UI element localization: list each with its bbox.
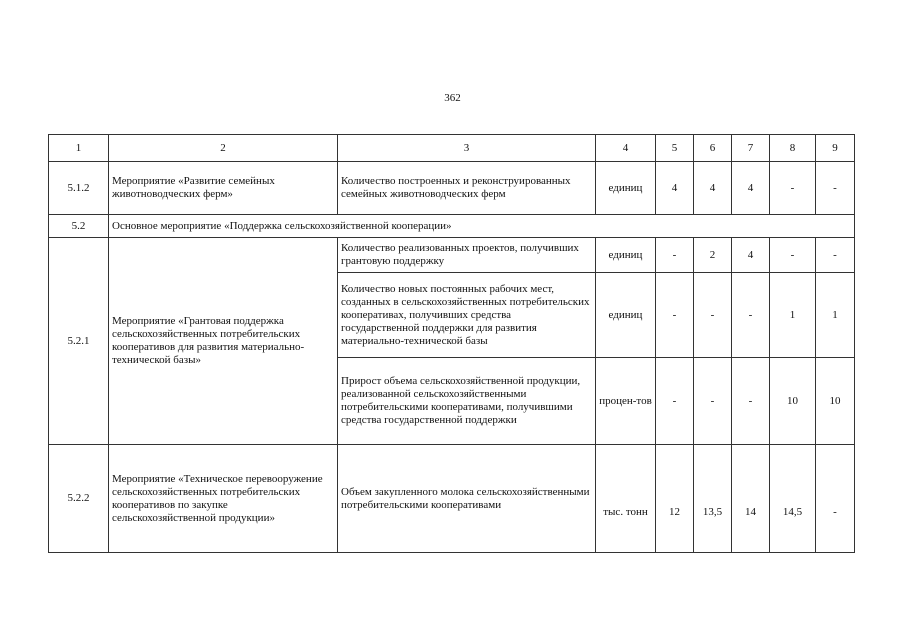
row-value-7: 14 <box>732 445 770 553</box>
row-value-6: - <box>694 273 732 358</box>
row-value-5: - <box>656 238 694 273</box>
row-code: 5.2.1 <box>49 238 109 445</box>
row-indicator: Количество новых постоянных рабочих мест, созданных в сельскохозяйственных потребительских кооперативах, получивших средства государственной поддержки для развития материально-технической базы <box>338 273 596 358</box>
row-value-6: 2 <box>694 238 732 273</box>
row-unit: процен-тов <box>596 358 656 445</box>
row-value-8: 10 <box>770 358 816 445</box>
indicators-table <box>48 134 855 553</box>
table-row <box>49 445 855 553</box>
row-value-7: - <box>732 273 770 358</box>
row-unit: тыс. тонн <box>596 445 656 553</box>
header-cell-3: 3 <box>338 135 596 162</box>
row-indicator: Объем закупленного молока сельскохозяйственными потребительскими кооперативами <box>338 445 596 553</box>
table-row <box>49 162 855 215</box>
row-measure: Мероприятие «Развитие семейных животноводческих ферм» <box>109 162 338 215</box>
row-value-5: - <box>656 358 694 445</box>
row-measure: Мероприятие «Грантовая поддержка сельскохозяйственных потребительских кооперативов для развития материально-технической базы» <box>109 238 338 445</box>
row-unit: единиц <box>596 273 656 358</box>
row-value-7: - <box>732 358 770 445</box>
row-value-5: - <box>656 273 694 358</box>
row-value-9: 1 <box>816 273 855 358</box>
table-header-row <box>49 135 855 162</box>
header-cell-9: 9 <box>816 135 855 162</box>
header-cell-8: 8 <box>770 135 816 162</box>
row-value-9: - <box>816 238 855 273</box>
row-unit: единиц <box>596 238 656 273</box>
row-value-9: 10 <box>816 358 855 445</box>
row-value-6: - <box>694 358 732 445</box>
row-value-7: 4 <box>732 238 770 273</box>
row-indicator: Количество построенных и реконструированных семейных животноводческих ферм <box>338 162 596 215</box>
table-row <box>49 215 855 238</box>
page-number: 362 <box>444 92 461 104</box>
row-value-9: - <box>816 445 855 553</box>
header-cell-2: 2 <box>109 135 338 162</box>
row-value-8: - <box>770 238 816 273</box>
row-value-7: 4 <box>732 162 770 215</box>
row-code: 5.2 <box>49 215 109 238</box>
row-value-5: 4 <box>656 162 694 215</box>
row-indicator: Прирост объема сельскохозяйственной продукции, реализованной сельскохозяйственными потребительскими кооперативами, получившими средства государственной поддержки <box>338 358 596 445</box>
row-code: 5.1.2 <box>49 162 109 215</box>
header-cell-1: 1 <box>49 135 109 162</box>
row-value-8: - <box>770 162 816 215</box>
table-row <box>49 238 855 273</box>
row-indicator: Количество реализованных проектов, получивших грантовую поддержку <box>338 238 596 273</box>
row-value-9: - <box>816 162 855 215</box>
header-cell-7: 7 <box>732 135 770 162</box>
row-value-6: 4 <box>694 162 732 215</box>
row-value-8: 1 <box>770 273 816 358</box>
row-value-8: 14,5 <box>770 445 816 553</box>
row-measure: Основное мероприятие «Поддержка сельскохозяйственной кооперации» <box>109 215 855 238</box>
row-measure: Мероприятие «Техническое перевооружение сельскохозяйственных потребительских кооперативов по закупке сельскохозяйственной продукции» <box>109 445 338 553</box>
row-code: 5.2.2 <box>49 445 109 553</box>
row-value-5: 12 <box>656 445 694 553</box>
row-value-6: 13,5 <box>694 445 732 553</box>
row-unit: единиц <box>596 162 656 215</box>
header-cell-4: 4 <box>596 135 656 162</box>
header-cell-6: 6 <box>694 135 732 162</box>
header-cell-5: 5 <box>656 135 694 162</box>
